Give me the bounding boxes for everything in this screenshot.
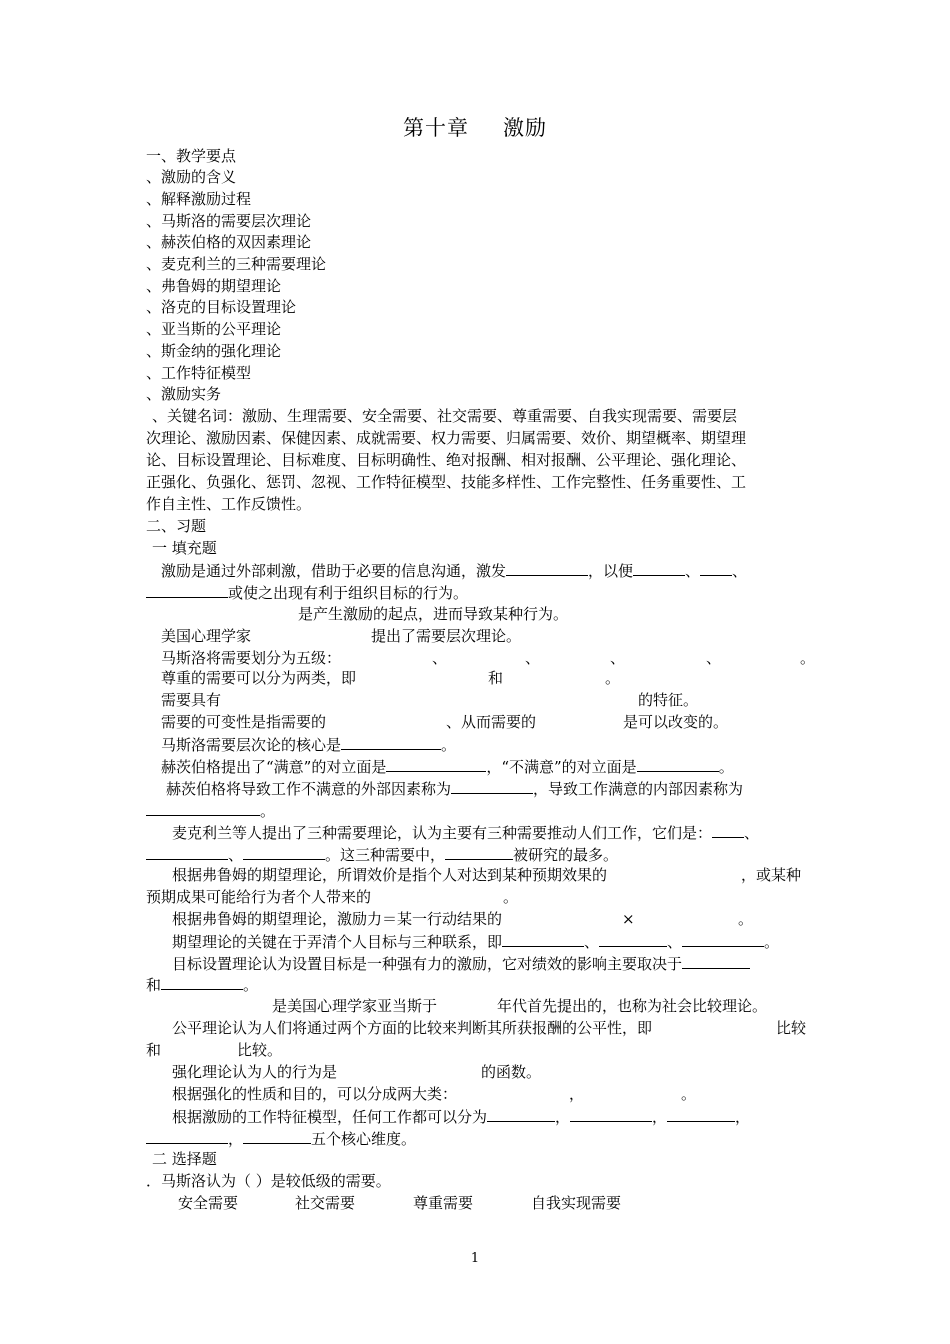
answer-blank[interactable] (633, 561, 685, 576)
answer-blank[interactable] (161, 975, 243, 990)
fill-question-11-cont: 、 。这三种需要中， 被研究的最多。 (146, 845, 618, 864)
fill-question-15: 目标设置理论认为设置目标是一种强有力的激励，它对绩效的影响主要取决于 (172, 954, 750, 973)
list-item: 、赫茨伯格的双因素理论 (146, 233, 312, 251)
fill-question-4a: 马斯洛将需要划分为五级： (161, 649, 342, 667)
fill-question-20-cont: ， 五个核心维度。 (146, 1129, 416, 1148)
fill-question-3b: 提出了需要层次理论。 (371, 627, 522, 645)
fill-question-4-sep: 、 (706, 649, 722, 667)
choice-option[interactable]: 安全需要 (178, 1194, 239, 1212)
fill-question-4-sep: 、 (525, 649, 541, 667)
list-item: 、激励的含义 (146, 168, 237, 186)
keywords-line: 次理论、激励因素、保健因素、成就需要、权力需要、归属需要、效价、期望概率、期望理 (146, 429, 747, 447)
fill-question-13c: 。 (738, 910, 754, 928)
keywords-line: 正强化、负强化、惩罚、忽视、工作特征模型、技能多样性、工作完整性、任务重要性、工 (146, 473, 747, 491)
fill-question-1: 激励是通过外部刺激，借助于必要的信息沟通，激发 ，以便 、 、 (161, 562, 748, 580)
list-item: 、麦克利兰的三种需要理论 (146, 255, 327, 273)
fill-question-20: 根据激励的工作特征模型，任何工作都可以分为 ， ， ， (172, 1108, 751, 1126)
section-heading: 二、习题 (146, 517, 207, 535)
answer-blank[interactable] (570, 1107, 652, 1122)
fill-question-18a: 强化理论认为人的行为是 (172, 1063, 338, 1081)
fill-question-17c: 和 (146, 1041, 162, 1059)
answer-blank[interactable] (386, 757, 486, 772)
answer-blank[interactable] (146, 1129, 228, 1144)
list-item: 、亚当斯的公平理论 (146, 320, 282, 338)
fill-question-4-end: 。 (800, 649, 816, 667)
fill-question-19c: 。 (681, 1085, 697, 1103)
answer-blank[interactable] (682, 932, 764, 947)
chapter-topic: 激励 (503, 116, 547, 140)
keywords-line: 作自主性、工作反馈性。 (146, 495, 312, 513)
page-number: 1 (470, 1251, 480, 1266)
subsection-heading: 二 选择题 (152, 1150, 217, 1168)
fill-question-3a: 美国心理学家 (161, 627, 252, 645)
fill-question-2: 是产生激励的起点，进而导致某种行为。 (298, 605, 569, 623)
answer-blank[interactable] (146, 845, 228, 860)
fill-question-17b: 比较 (776, 1019, 807, 1037)
fill-question-19b: ， (569, 1085, 585, 1103)
section-heading: 一、教学要点 (146, 147, 237, 165)
answer-blank[interactable] (445, 845, 513, 860)
fill-question-12a: 根据弗鲁姆的期望理论，所谓效价是指个人对达到某种预期效果的 (172, 866, 608, 884)
fill-question-19a: 根据强化的性质和目的，可以分成两大类： (172, 1085, 458, 1103)
answer-blank[interactable] (146, 583, 228, 598)
fill-question-12c: 预期成果可能给行为者个人带来的 (146, 888, 372, 906)
chapter-label: 第十章 (403, 116, 469, 140)
choice-option[interactable]: 自我实现需要 (531, 1194, 622, 1212)
fill-question-13b: × (622, 910, 635, 928)
list-item: 、解释激励过程 (146, 190, 252, 208)
list-item: 、斯金纳的强化理论 (146, 342, 282, 360)
answer-blank[interactable] (667, 1107, 735, 1122)
fill-question-12b: ，或某种 (741, 866, 802, 884)
choice-option[interactable]: 社交需要 (295, 1194, 356, 1212)
fill-question-14: 期望理论的关键在于弄清个人目标与三种联系，即 、 、 。 (172, 933, 780, 951)
answer-blank[interactable] (599, 932, 667, 947)
list-item: 、激励实务 (146, 385, 222, 403)
fill-question-17a: 公平理论认为人们将通过两个方面的比较来判断其所获报酬的公平性，即 (172, 1019, 653, 1037)
fill-question-9: 赫茨伯格提出了“满意”的对立面是 ，“不满意”的对立面是 。 (161, 758, 734, 776)
fill-question-11: 麦克利兰等人提出了三种需要理论，认为主要有三种需要推动人们工作，它们是： 、 (172, 824, 760, 842)
answer-blank[interactable] (682, 954, 750, 969)
fill-question-16b: 年代首先提出的，也称为社会比较理论。 (497, 997, 768, 1015)
fill-question-4-sep: 、 (432, 649, 448, 667)
fill-question-1-cont: 或使之出现有利于组织目标的行为。 (146, 583, 468, 602)
choice-option[interactable]: 尊重需要 (413, 1194, 474, 1212)
fill-question-7a: 需要的可变性是指需要的 (161, 713, 327, 731)
fill-question-5c: 。 (605, 669, 621, 687)
fill-question-15-cont: 和 。 (146, 976, 259, 994)
fill-question-7b: 、从而需要的 (446, 713, 537, 731)
list-item: 、洛克的目标设置理论 (146, 298, 297, 316)
list-item: 、工作特征模型 (146, 364, 252, 382)
fill-question-5b: 和 (488, 669, 504, 687)
answer-blank[interactable] (637, 757, 719, 772)
answer-blank[interactable] (243, 845, 325, 860)
fill-question-7c: 是可以改变的。 (623, 713, 729, 731)
choice-question-1: ．马斯洛认为（ ）是较低级的需要。 (146, 1172, 391, 1190)
list-item: 、弗鲁姆的期望理论 (146, 277, 282, 295)
keywords-line: 、关键名词：激励、生理需要、安全需要、社交需要、尊重需要、自我实现需要、需要层 (152, 407, 738, 425)
fill-question-6b: 的特征。 (638, 691, 699, 709)
answer-blank[interactable] (146, 801, 260, 816)
answer-blank[interactable] (487, 1107, 555, 1122)
fill-question-4-sep: 、 (610, 649, 626, 667)
fill-question-10: 赫茨伯格将导致工作不满意的外部因素称为 ，导致工作满意的内部因素称为 (166, 780, 744, 798)
answer-blank[interactable] (700, 561, 732, 576)
fill-question-5a: 尊重的需要可以分为两类，即 (161, 669, 357, 687)
fill-question-8: 马斯洛需要层次论的核心是 。 (161, 736, 457, 754)
page-title (0, 112, 950, 142)
answer-blank[interactable] (243, 1129, 311, 1144)
fill-question-13a: 根据弗鲁姆的期望理论，激励力＝某一行动结果的 (172, 910, 503, 928)
answer-blank[interactable] (451, 779, 533, 794)
keywords-line: 论、目标设置理论、目标难度、目标明确性、绝对报酬、相对报酬、公平理论、强化理论、 (146, 451, 747, 469)
fill-question-12d: 。 (503, 888, 519, 906)
fill-question-16a: 是美国心理学家亚当斯于 (272, 997, 438, 1015)
fill-question-18b: 的函数。 (481, 1063, 542, 1081)
fill-question-6a: 需要具有 (161, 691, 222, 709)
subsection-heading: 一 填充题 (152, 539, 217, 557)
answer-blank[interactable] (341, 735, 441, 750)
answer-blank[interactable] (712, 823, 744, 838)
fill-question-17d: 比较。 (237, 1041, 283, 1059)
fill-question-10-cont: 。 (146, 801, 275, 820)
answer-blank[interactable] (506, 561, 588, 576)
answer-blank[interactable] (502, 932, 584, 947)
list-item: 、马斯洛的需要层次理论 (146, 212, 312, 230)
